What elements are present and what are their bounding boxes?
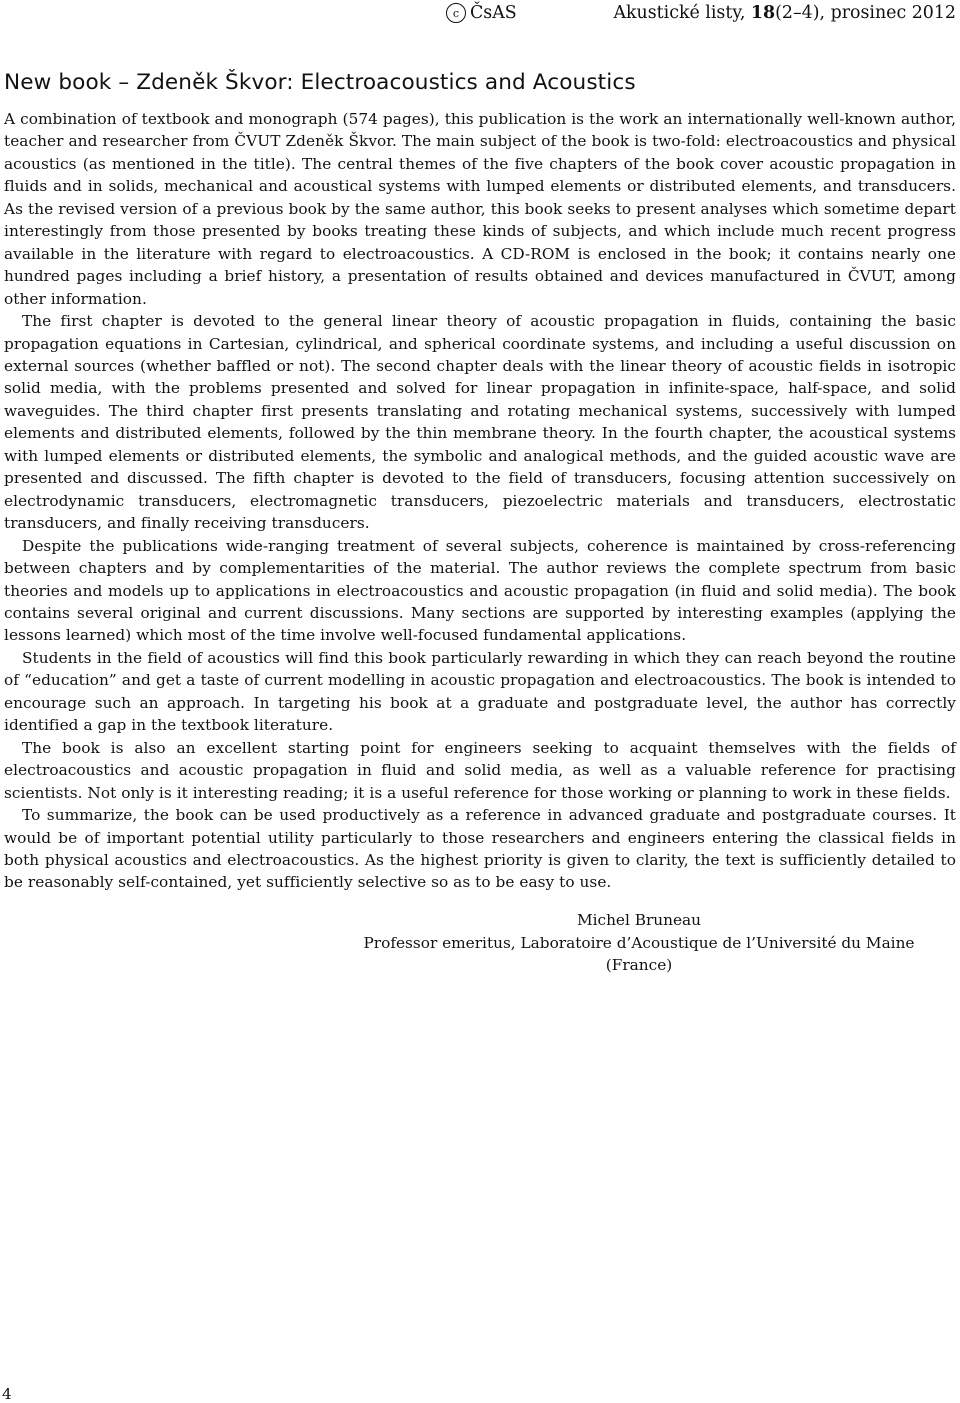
journal-issue-date: (2–4), prosinec 2012 [775, 3, 956, 23]
paragraph-intro: A combination of textbook and monograph (574 pages), this publication is the work an internationally well-known author, teacher and researcher from ČVUT Zdeněk Škvor. The main subject of the book is two-fold: electroacoustics and physical acoustics (as mentioned in the title). The central themes of the five chapters of the book cover acoustic propagation in fluids and in solids, mechanical and acoustical systems with lumped elements or distributed elements, and transducers. As the revised version of a previous book by the same author, this book seeks to present analyses which sometime depart interestingly from those presented by books treating these kinds of subjects, and which include much recent progress available in the literature with regard to electroacoustics. A CD-ROM is enclosed in the book; it contains nearly one hundred pages including a brief history, a presentation of results obtained and devices manufactured in ČVUT, among other information. [4, 110, 956, 308]
journal-citation [613, 1, 956, 25]
paragraph-chapters: The first chapter is devoted to the general linear theory of acoustic propagation in fluids, containing the basic propagation equations in Cartesian, cylindrical, and spherical coordinate systems, and including a useful discussion on external sources (whether baffled or not). The second chapter deals with the linear theory of acoustic fields in isotropic solid media, with the problems presented and solved for linear propagation in infinite-space, half-space, and solid waveguides. The third chapter first presents translating and rotating mechanical systems, successively with lumped elements and distributed elements, followed by the thin membrane theory. In the fourth chapter, the acoustical systems with lumped elements or distributed elements, the symbolic and analogical methods, and the guided acoustic wave are presented and discussed. The fifth chapter is devoted to the field of transducers, focusing attention successively on electrodynamic transducers, electromagnetic transducers, piezoelectric materials and transducers, electrostatic transducers, and finally receiving transducers. [4, 312, 956, 533]
paragraph-summary: To summarize, the book can be used productively as a reference in advanced graduate and postgraduate courses. It would be of important potential utility particularly to those researchers and engineers entering the classical fields in both physical acoustics and electroacoustics. As the highest priority is given to clarity, the text is sufficiently detailed to be reasonably self-contained, yet sufficiently selective so as to be easy to use. [4, 806, 956, 892]
paragraph-students: Students in the field of acoustics will find this book particularly rewarding in which they can reach beyond the routine of “education” and get a taste of current modelling in acoustic propagation and electroacoustics. The book is intended to encourage such an approach. In targeting his book at a graduate and postgraduate level, the author has correctly identified a gap in the textbook literature. [4, 648, 956, 735]
signature-block [346, 909, 932, 977]
author-affiliation: Professor emeritus, Laboratoire d’Acoustique de l’Université du Maine [363, 933, 915, 952]
journal-volume: 18 [750, 3, 776, 23]
journal-name: Akustické listy, [613, 3, 751, 23]
article-body [4, 108, 956, 894]
author-name: Michel Bruneau [576, 911, 702, 929]
page-number: 4 [2, 1385, 12, 1403]
copyright-icon: c [446, 3, 466, 23]
paragraph-coherence: Despite the publications wide-ranging treatment of several subjects, coherence is maintained by cross-referencing between chapters and by complementarities of the material. The author reviews the complete spectrum from basic theories and models up to applications in electroacoustics and acoustic propagation (in fluid and solid media). The book contains several original and current discussions. Many sections are supported by interesting examples (applying the lessons learned) which most of the time involve well-focused fundamental applications. [4, 536, 956, 645]
running-header [0, 1, 960, 27]
copyright-notice [446, 1, 517, 25]
copyright-org: ČsAS [470, 3, 517, 23]
paragraph-engineers: The book is also an excellent starting point for engineers seeking to acquaint themselves with the fields of electroacoustics and acoustic propagation in fluid and solid media, as well as a valuable reference for practising scientists. Not only is it interesting reading; it is a useful reference for those working or planning to work in these fields. [4, 738, 956, 802]
article-title: New book – Zdeněk Škvor: Electroacoustics and Acoustics [4, 70, 636, 95]
author-country: (France) [605, 956, 673, 974]
